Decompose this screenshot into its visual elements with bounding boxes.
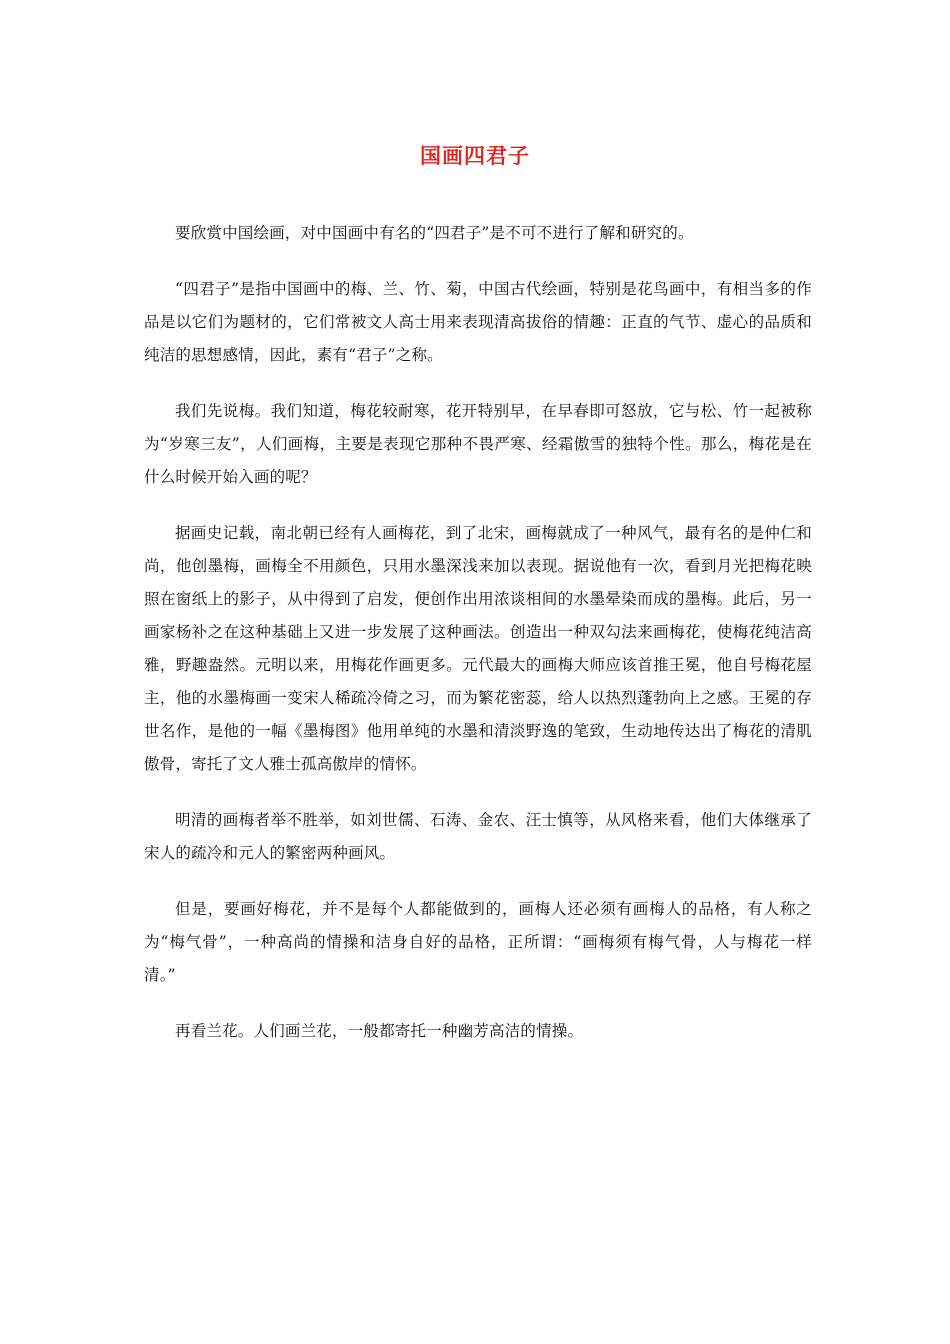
paragraph-ming-qing: 明清的画梅者举不胜举，如刘世儒、石涛、金农、汪士慎等，从风格来看，他们大体继承了宋人的疏冷和元人的繁密两种画风。 bbox=[144, 811, 812, 862]
document-title: 国画四君子 bbox=[420, 143, 530, 168]
paragraph-plum: 我们先说梅。我们知道，梅花较耐寒，花开特别早，在早春即可怒放，它与松、竹一起被称为“岁寒三友”，人们画梅，主要是表现它那种不畏严寒、经霜傲雪的独特个性。那么，梅花是在什么时候开始入画的呢？ bbox=[144, 402, 812, 486]
paragraph-four-gentlemen: “四君子”是指中国画中的梅、兰、竹、菊，中国古代绘画，特别是花鸟画中，有相当多的作品是以它们为题材的，它们常被文人高士用来表现清高拔俗的情趣：正直的气节、虚心的品质和纯洁的思想感情，因此，素有“君子”之称。 bbox=[144, 280, 812, 364]
paragraph-orchid: 再看兰花。人们画兰花，一般都寄托一种幽芳高洁的情操。 bbox=[175, 1022, 584, 1040]
paragraph-plum-history: 据画史记载，南北朝已经有人画梅花，到了北宋，画梅就成了一种风气，最有名的是仲仁和尚，他创墨梅，画梅全不用颜色，只用水墨深浅来加以表现。据说他有一次，看到月光把梅花映照在窗纸上的影子，从中得到了启发，便创作出用浓谈相间的水墨晕染而成的墨梅。此后，另一画家杨补之在这种基础上又进一步发展了这种画法。创造出一种双勾法来画梅花，使梅花纯洁高雅，野趣盎然。元明以来，用梅花作画更多。元代最大的画梅大师应该首推王冕，他自号梅花屋主，他的水墨梅画一变宋人稀疏冷倚之习，而为繁花密蕊，给人以热烈蓬勃向上之感。王冕的存世名作，是他的一幅《墨梅图》他用单纯的水墨和清淡野逸的笔致，生动地传达出了梅花的清肌傲骨，寄托了文人雅士孤高傲岸的情怀。 bbox=[144, 524, 812, 773]
paragraph-plum-character: 但是，要画好梅花，并不是每个人都能做到的，画梅人还必须有画梅人的品格，有人称之为“梅气骨”，一种高尚的情操和洁身自好的品格，正所谓：“画梅须有梅气骨，人与梅花一样清。” bbox=[144, 900, 812, 984]
document-body bbox=[144, 217, 812, 1071]
paragraph-intro: 要欣赏中国绘画，对中国画中有名的“四君子”是不可不进行了解和研究的。 bbox=[175, 224, 694, 242]
